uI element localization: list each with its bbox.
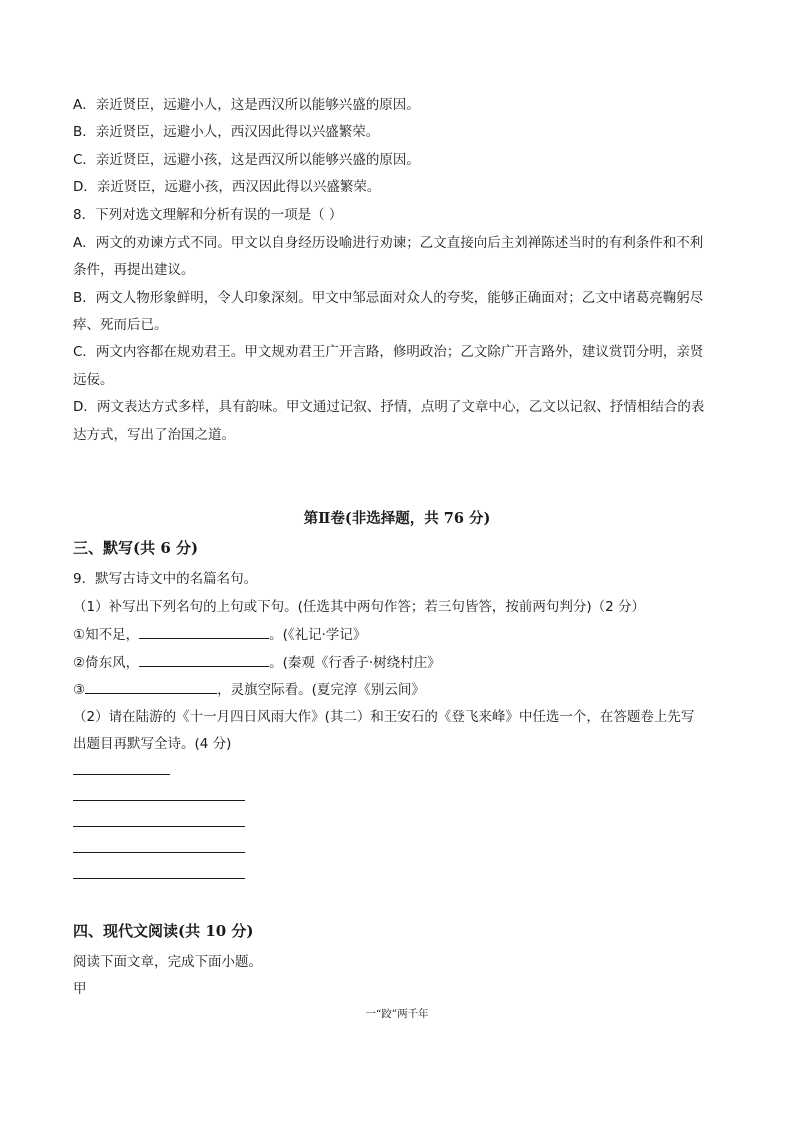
- q8-line: A．两文的劝谏方式不同。甲文以自身经历设喻进行劝谏；乙文直接向后主刘禅陈述当时的有利条件和不利: [73, 235, 704, 251]
- q7-option-d: D．亲近贤臣，远避小孩，西汉因此得以兴盛繁荣。: [73, 179, 381, 195]
- section4-instruction: 阅读下面文章，完成下面小题。: [73, 954, 262, 970]
- passage-label: 甲: [73, 981, 87, 997]
- fill-item-1-suffix: 。(《礼记·学记》: [269, 627, 367, 643]
- fill-item-1-prefix: ①知不足，: [73, 627, 140, 643]
- fill-item-3: [73, 679, 425, 700]
- fill-blank[interactable]: [139, 652, 269, 667]
- fill-item-3-prefix: ③: [73, 682, 86, 698]
- fill-item-2: [73, 652, 441, 673]
- part2-title: 第Ⅱ卷(非选择题，共 76 分): [303, 510, 491, 527]
- answer-line[interactable]: [73, 800, 245, 801]
- fill-item-3-suffix: ，灵旗空际看。(夏完淳《别云间》: [217, 682, 425, 698]
- q8-line: 瘁、死而后已。: [73, 317, 168, 333]
- q8-line: C．两文内容都在规劝君王。甲文规劝君王广开言路，修明政治；乙文除广开言路外，建议赏罚分明，亲贤: [73, 344, 704, 360]
- q9-stem: 9．默写古诗文中的名篇名句。: [73, 571, 258, 587]
- fill-item-2-suffix: 。(秦观《行香子·树绕村庄》: [269, 655, 441, 671]
- q8-line: 条件，再提出建议。: [73, 262, 195, 278]
- q8-line: 远佞。: [73, 372, 114, 388]
- section4-heading: 四、现代文阅读(共 10 分): [73, 922, 254, 940]
- q8-line: 达方式，写出了治国之道。: [73, 427, 235, 443]
- fill-blank[interactable]: [85, 679, 217, 694]
- fill-item-2-prefix: ②倚东风，: [73, 655, 140, 671]
- fill-blank[interactable]: [139, 624, 269, 639]
- article-title: 一“跤”两千年: [365, 1008, 429, 1020]
- q9-1-instruction: （1）补写出下列名句的上句或下句。(任选其中两句作答；若三句皆答，按前两句判分)（2 分）: [73, 599, 646, 615]
- q7-option-b: B．亲近贤臣，远避小人，西汉因此得以兴盛繁荣。: [73, 124, 380, 140]
- section3-heading: 三、默写(共 6 分): [73, 539, 199, 557]
- q7-option-c: C．亲近贤臣，远避小孩，这是西汉所以能够兴盛的原因。: [73, 152, 420, 168]
- answer-line[interactable]: [73, 878, 245, 879]
- q8-line: B．两文人物形象鲜明，令人印象深刻。甲文中邹忌面对众人的夸奖，能够正确面对；乙文中诸葛亮鞠躬尽: [73, 290, 704, 306]
- q8-stem: 8．下列对选文理解和分析有误的一项是（ ）: [73, 207, 343, 223]
- q8-line: D．两文表达方式多样，具有韵味。甲文通过记叙、抒情，点明了文章中心，乙文以记叙、抒情相结合的表: [73, 399, 705, 415]
- q7-option-a: A．亲近贤臣，远避小人，这是西汉所以能够兴盛的原因。: [73, 97, 420, 113]
- q9-2-instruction: （2）请在陆游的《十一月四日风雨大作》(其二）和王安石的《登飞来峰》中任选一个，在答题卷上先写: [73, 709, 695, 725]
- answer-line[interactable]: [73, 826, 245, 827]
- answer-line[interactable]: [73, 852, 245, 853]
- answer-line[interactable]: [73, 774, 170, 775]
- fill-item-1: [73, 624, 366, 645]
- q9-2-instruction: 出题目再默写全诗。(4 分): [73, 736, 232, 752]
